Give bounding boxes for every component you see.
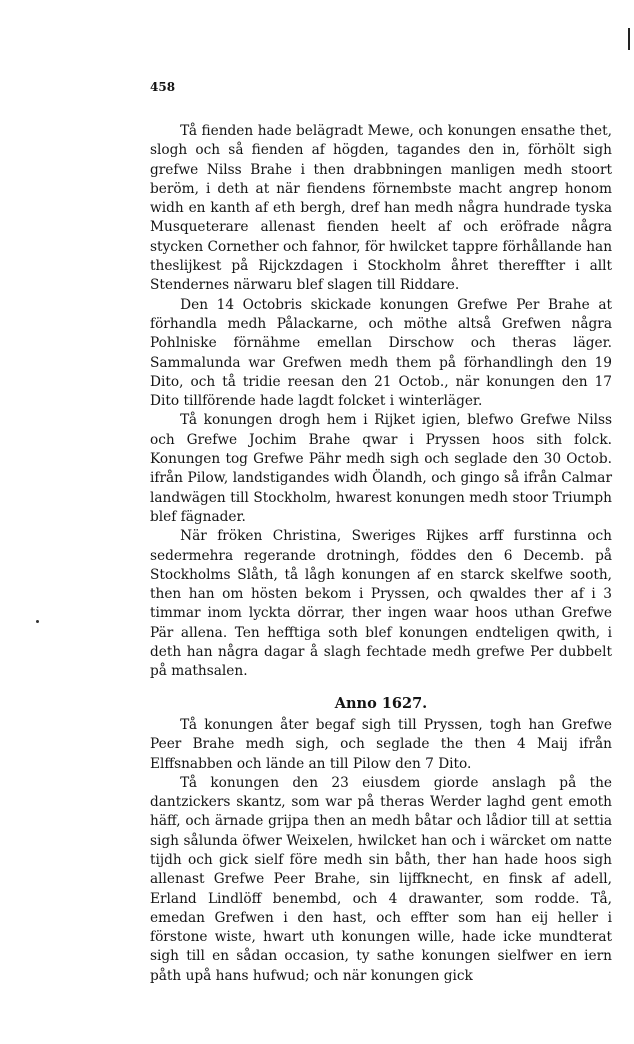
- section-heading: Anno 1627.: [334, 694, 428, 712]
- paragraph-5: Tå konungen åter begaf sigh till Pryssen, togh han Grefwe Peer Brahe medh sigh, och seglade the then 4 Maij ifrån Elffsnabben och lände an till Pilow den 7 Dito.: [150, 716, 612, 772]
- margin-mark: [628, 28, 630, 50]
- margin-dot: [36, 620, 39, 623]
- paragraph-4: När fröken Christina, Sweriges Rijkes arff furstinna och sedermehra regerande drotningh, föddes den 6 Decemb. på Stockholms Slåth, tå lågh konungen af en starck skelfwe sooth, then han om hösten bekom i Pryssen, och qwaldes ther af i 3 timmar inom lyckta dörrar, ther ingen waar hoos uthan Grefwe Pär allena. Ten hefftiga soth blef konungen endteligen qwith, i deth han några dagar å slagh fechtade medh grefwe Per dubbelt på mathsalen.: [150, 528, 612, 680]
- paragraph-6: Tå konungen den 23 eiusdem giorde anslagh på the dantzickers skantz, som war på theras Werder laghd gent emoth häff, och ärnade grijpa then an medh båtar och lådior till at settia sigh sålunda öfwer Weixelen, hwilcket han och i wärcket om natte tijdh och gick sielf före medh sin båth, ther han hade hoos sigh allenast Grefwe Peer Brahe, sin lijffknecht, en finsk af adell, Erland Lindlöff benembd, och 4 drawanter, som rodde. Tå, emedan Grefwen i den hast, och effter som han eij heller i förstone wiste, hwart uth konungen wille, hade icke mundterat sigh till en sådan occasion, ty sathe konungen sielfwer en iern påth upå hans hufwud; och när konungen gick: [150, 774, 612, 984]
- text-body: [150, 122, 612, 986]
- paragraph-1: Tå fienden hade belägradt Mewe, och konungen ensathe thet, slogh och så fienden af högden, tagandes den in, förhölt sigh grefwe Nilss Brahe i then drabbningen manligen medh stoort beröm, i deth at när fiendens förnembste macht angrep honom widh en kanth af eth bergh, dref han medh några hundrade tyska Musqueterare allenast fienden heelt af och eröfrade några stycken Cornether och fahnor, för hwilcket tappre förhållande han theslijkest på Rijckzdagen i Stockholm åhret thereffter i allt Stendernes närwaru blef slagen till Riddare.: [150, 123, 613, 294]
- paragraph-2: Den 14 Octobris skickade konungen Grefwe Per Brahe at förhandla medh Pålackarne, och möthe altså Grefwen några Pohlniske förnähme emellan Dirschow och theras läger. Sammalunda war Grefwen medh them på förhandlingh den 19 Dito, och tå tridie reesan den 21 Octob., när konungen den 17 Dito tillförende hade lagdt folcket i winterläger.: [150, 296, 612, 410]
- paragraph-3: Tå konungen drogh hem i Rijket igien, blefwo Grefwe Nilss och Grefwe Jochim Brahe qwar i Pryssen hoos sith folck. Konungen tog Grefwe Pähr medh sigh och seglade den 30 Octob. ifrån Pilow, landstigandes widh Ölandh, och gingo så ifrån Calmar landwägen till Stockholm, hwarest konungen medh stoor Triumph blef fägnader.: [150, 412, 612, 525]
- page-number: 458: [150, 80, 176, 94]
